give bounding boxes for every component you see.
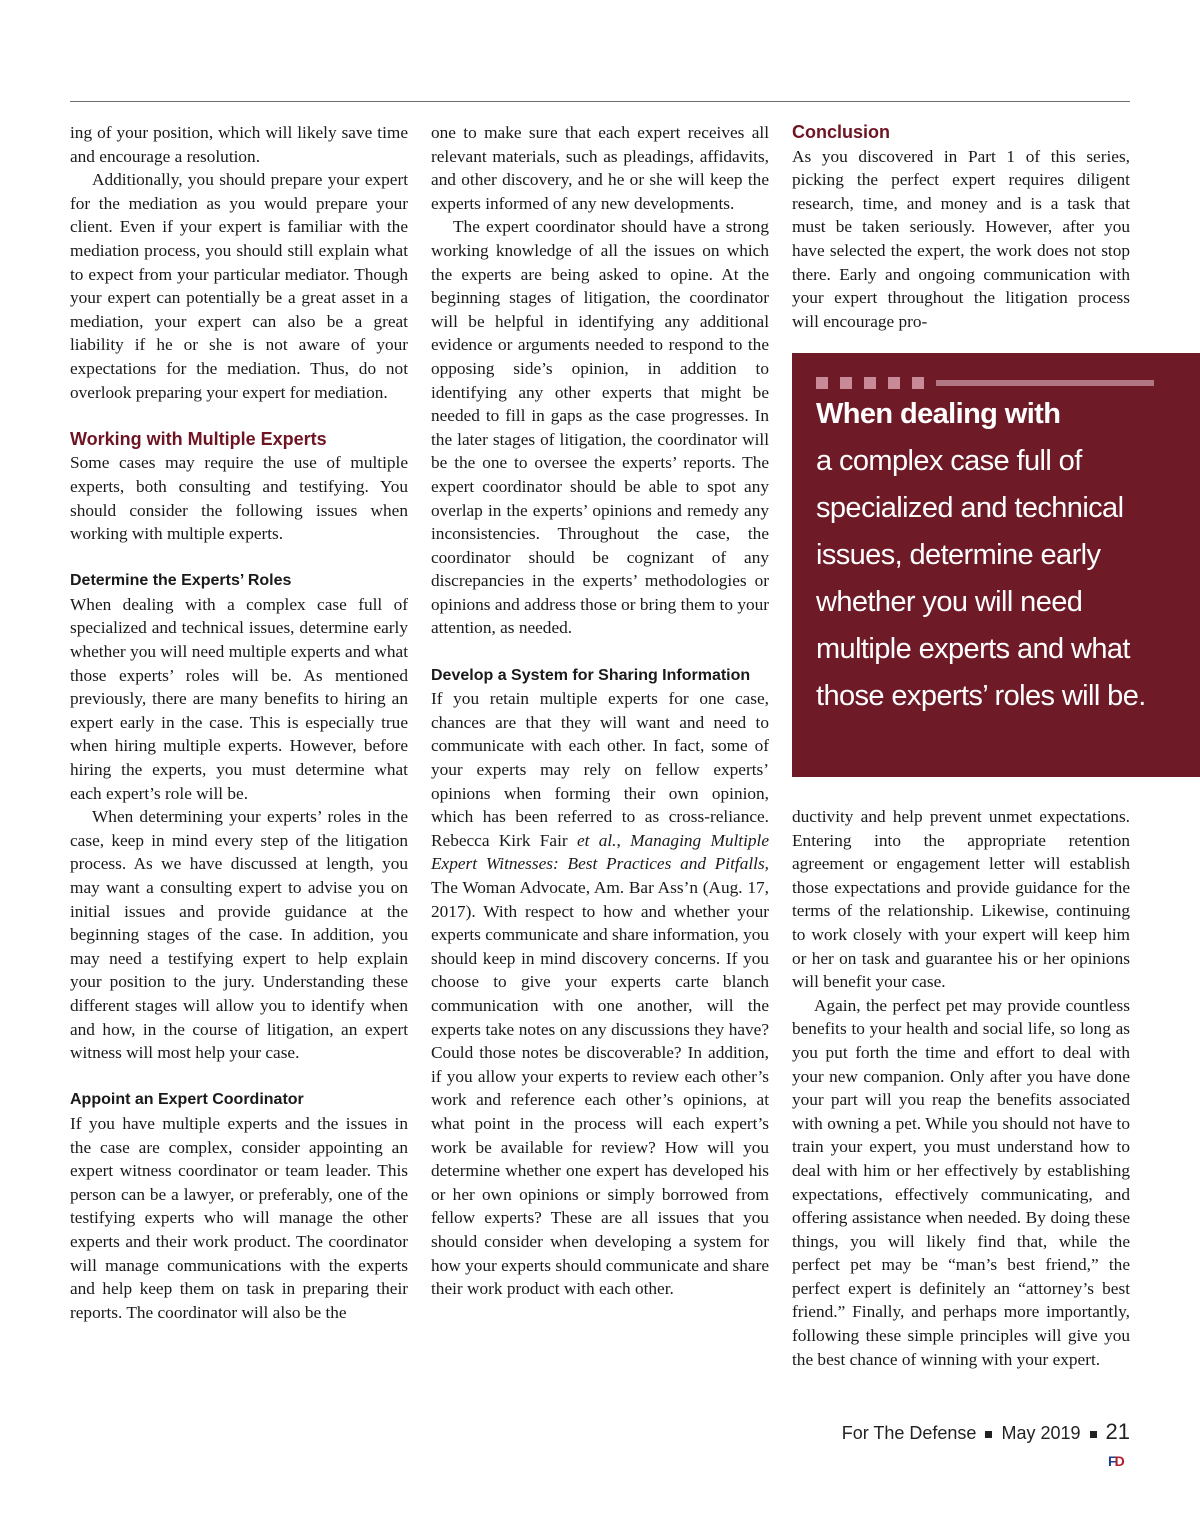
footer-separator <box>985 1431 992 1438</box>
article-column-3 <box>792 121 1130 333</box>
pull-quote-body: a complex case full of specialized and technical issues, determine early whether you will need multiple experts and what those experts’ roles will be. <box>816 445 1146 712</box>
body-text: The Woman Advocate, Am. Bar Ass’n (Aug. 17, 2017). With respect to how and whether your experts communicate and share information, you should keep in mind discovery concerns. If you choose to give your experts carte blanch communication with one another, will the experts take notes on any discussions they have? Could those notes be discoverable? In addition, if you allow your experts to review each other’s work and reference each other’s opinions, at what point in the process will each expert’s work be available for review? How will you determine whether one expert has developed his or her own opinions or simply borrowed from fellow experts? These are all issues that you should consider when developing a system for how your experts should communicate and share their work product with each other. <box>431 878 769 1299</box>
article-column-2 <box>431 121 769 1301</box>
end-mark-logo: FD <box>1108 1453 1123 1469</box>
page-footer <box>842 1418 1130 1447</box>
footer-date: May 2019 <box>1001 1423 1081 1443</box>
section-heading-conclusion: Conclusion <box>792 122 890 142</box>
body-paragraph: If you have multiple experts and the issues in the case are complex, consider appointing an expert witness coordinator or team leader. This person can be a lawyer, or preferably, one of the testifying experts who will manage the other experts and their work product. The coordinator will manage communications with the experts and help keep them on task in preparing their reports. The coordinator will also be the <box>70 1113 408 1322</box>
body-paragraph: ing of your position, which will likely save time and encourage a resolution. <box>70 123 408 166</box>
subheading-expert-coordinator: Appoint an Expert Coordinator <box>70 1091 304 1109</box>
body-paragraph: When determining your experts’ roles in the case, keep in mind every step of the litigation process. As we have discussed at length, you may want a consulting expert to advise you on initial issues and provide guidance at the beginning stages of the case. In addition, you may need a testifying expert to help explain your position to the jury. Understanding these different stages will allow you to identify when and how, in the course of litigation, an expert witness will most help your case. <box>70 807 408 1063</box>
body-paragraph: Some cases may require the use of multiple experts, both consulting and testifying. You should consider the following issues when working with multiple experts. <box>70 453 408 544</box>
page-number: 21 <box>1105 1419 1130 1444</box>
body-paragraph: Additionally, you should prepare your expert for the mediation as you would prepare your client. Even if your expert is familiar with the mediation process, you should still explain what to expect from your particular mediator. Though your expert can potentially be a great asset in a mediation, your expert can also be a great liability if he or she is not aware of your expectations for the mediation. Thus, do not overlook preparing your expert for mediation. <box>70 170 408 402</box>
pull-quote-lead: When dealing with <box>816 398 1061 430</box>
pull-quote-decoration <box>816 377 1132 389</box>
pull-quote-text <box>816 391 1176 720</box>
citation-title: Managing Multiple Expert Witnesses: Best Practices and Pitfalls, <box>431 830 770 874</box>
body-text: , <box>616 830 631 850</box>
body-paragraph: As you discovered in Part 1 of this series, picking the perfect expert requires diligent research, time, and money and is a task that must be taken seriously. However, after you have selected the expert, the work does not stop there. Early and ongoing communication with your expert throughout the litigation process will encourage pro- <box>792 146 1130 331</box>
article-column-1 <box>70 121 408 1324</box>
section-heading-multiple-experts: Working with Multiple Experts <box>70 428 327 449</box>
body-paragraph: Again, the perfect pet may provide countless benefits to your health and social life, so long as you put forth the time and effort to deal with your new companion. Only after you have done your part will you reap the benefits associated with owning a pet. While you should not have to train your expert, you must understand how to deal with him or her effectively by establishing expectations, effectively communicating, and offering assistance when needed. By doing these things, you will likely find that, while the perfect pet may be “man’s best friend,” the perfect expert is definitely an “attorney’s best friend.” Finally, and perhaps more importantly, following these simple principles will give you the best chance of winning with your expert. <box>792 995 1130 1369</box>
header-rule <box>70 101 1130 102</box>
article-column-3-continued <box>792 805 1130 1371</box>
pull-quote <box>792 353 1200 777</box>
body-paragraph: When dealing with a complex case full of specialized and technical issues, determine early whether you will need multiple experts and what those experts’ roles will be. As mentioned previously, there are many benefits to hiring an expert early in the case. This is especially true when hiring multiple experts. However, before hiring the experts, you must determine what each expert’s role will be. <box>70 594 408 803</box>
body-paragraph: The expert coordinator should have a strong working knowledge of all the issues on which the experts are being asked to opine. At the beginning stages of litigation, the coordinator will be helpful in identifying any additional evidence or arguments needed to respond to the opposing side’s opinion, in addition to identifying any other experts that might be needed to fill in gaps as the case progresses. In the later stages of litigation, the coordinator will be the one to oversee the experts’ reports. The expert coordinator should be able to spot any overlap in the experts’ opinions and remedy any inconsistencies. Throughout the case, the coordinator should be cognizant of any discrepancies in the experts’ methodologies or opinions and address those or bring them to your attention, as needed. <box>431 217 769 638</box>
body-paragraph: ductivity and help prevent unmet expectations. Entering into the appropriate retention agreement or engagement letter will establish those expectations and provide guidance for the terms of the relationship. Likewise, continuing to work closely with your expert will keep him or her on task and guarantee his or her opinions will benefit your case. <box>792 807 1130 992</box>
body-paragraph <box>431 687 769 1300</box>
footer-separator <box>1090 1431 1097 1438</box>
footer-publication: For The Defense <box>841 1423 977 1443</box>
subheading-experts-roles: Determine the Experts’ Roles <box>70 572 292 590</box>
subheading-sharing-information: Develop a System for Sharing Information <box>431 666 751 684</box>
body-paragraph: one to make sure that each expert receives all relevant materials, such as pleadings, affidavits, and other discovery, and he or she will keep the experts informed of any new developments. <box>431 123 769 213</box>
citation-et-al: et al. <box>576 830 617 850</box>
body-text: If you retain multiple experts for one case, chances are that they will want and need to communicate with each other. In fact, some of your experts may rely on fellow experts’ opinions when forming their own opinion, which has been referred to as cross-reliance. Rebecca Kirk Fair <box>431 689 769 850</box>
